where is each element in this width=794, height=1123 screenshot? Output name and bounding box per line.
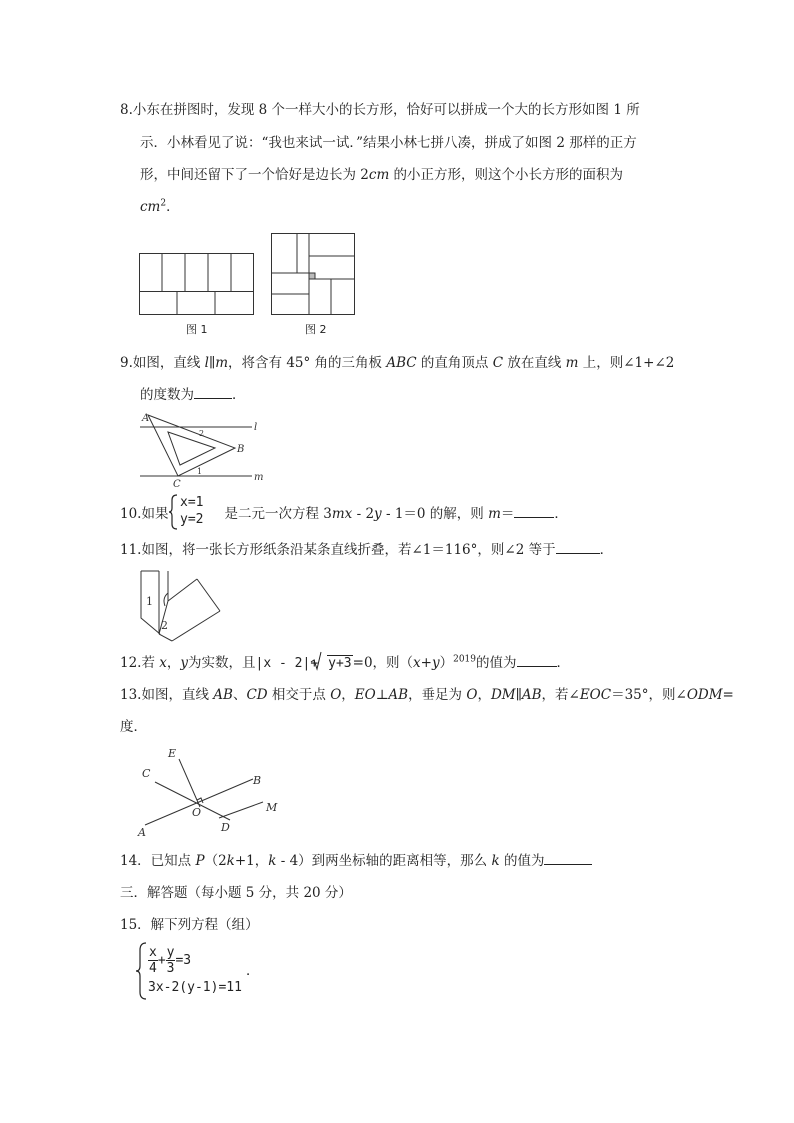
q11-angle-2: 2 (161, 619, 168, 632)
q13-label-A: A (138, 826, 146, 839)
q8-figure2 (271, 233, 355, 315)
q11-line: 11.如图，将一张长方形纸条沿某条直线折叠，若∠1＝116°，则∠2 等于 ． (120, 542, 614, 558)
q9-label-A: A (142, 413, 150, 424)
q9-angle-2: 2 (199, 429, 205, 438)
q12-answer-blank[interactable] (517, 654, 557, 667)
q11-figure (140, 571, 222, 643)
q9-angle-1: 1 (197, 467, 203, 476)
q13-label-B: B (253, 774, 262, 787)
q9-label-C: C (173, 479, 181, 490)
q14-answer-blank[interactable] (544, 852, 592, 865)
q9-label-l: l (254, 422, 258, 433)
q12-line: 12.若 x，y为实数，且|x - 2|+ y+3=0，则$(x+y)^{2019}$的值为 ． (120, 654, 571, 671)
q14-line: 14．已知点 P（2k+1，k - 4）到两坐标轴的距离相等，那么 k 的值为 (120, 852, 592, 870)
q15-brace (136, 942, 148, 1000)
q13-line1: 13.如图，直线 AB、CD 相交于点 O，EO⊥AB，垂足为 O，DM∥AB，若∠EOC＝35°，则∠ODM= (120, 687, 734, 703)
q10-system: x=1 y=2 (180, 495, 204, 527)
q13-line2: 度． (120, 719, 147, 735)
q9-label-m: m (254, 472, 264, 483)
q9-label-B: B (237, 444, 245, 455)
q11-angle-1: 1 (146, 595, 153, 608)
q9-figure (140, 410, 270, 490)
q10-line: 10.如果 是二元一次方程 3mx - 2y - 1＝0 的解，则 m＝ ． (120, 506, 568, 522)
q15-title: 15．解下列方程（组） (120, 917, 259, 933)
q11-answer-blank[interactable] (556, 541, 600, 554)
q9-line1: 9.如图，直线 l∥m，将含有 45° 角的三角板 ABC 的直角顶点 C 放在直线 m 上，则∠1+∠2 (120, 355, 675, 371)
q8-line1: 8.小东在拼图时，发现 8 个一样大小的长方形，恰好可以拼成一个大的长方形如图 1 所 (120, 102, 640, 118)
q13-label-M: M (266, 801, 278, 814)
q9-line2: 的度数为 ． (140, 387, 246, 403)
q8-line3: 形，中间还留下了一个恰好是边长为 2cm 的小正方形，则这个小长方形的面积为 (140, 167, 624, 183)
q8-figure1 (139, 253, 255, 315)
q15-system: $\frac{x}{4}$ + $\frac{y}{3}$ =3 3x-2(y-1)=11 (148, 944, 242, 995)
q13-label-D: D (221, 821, 230, 834)
q13-label-O: O (192, 806, 202, 819)
q8-fig2-caption: 图 2 (305, 323, 327, 336)
q8-line4: $cm^2$． (140, 198, 180, 215)
q8-line2: 示．小林看见了说：“我也来试一试．”结果小林七拼八凑，拼成了如图 2 那样的正方 (140, 135, 637, 151)
q10-answer-blank[interactable] (514, 505, 554, 518)
q15-end: ． (246, 963, 260, 979)
q10-brace (169, 494, 179, 530)
q8-fig1-caption: 图 1 (186, 323, 208, 336)
q13-figure (135, 745, 285, 840)
section-3-heading: 三．解答题（每小题 5 分，共 20 分） (120, 885, 352, 901)
q9-answer-blank[interactable] (194, 386, 232, 399)
q13-label-E: E (168, 747, 177, 760)
q13-label-C: C (142, 767, 151, 780)
q12-sqrt-sign (311, 651, 321, 671)
